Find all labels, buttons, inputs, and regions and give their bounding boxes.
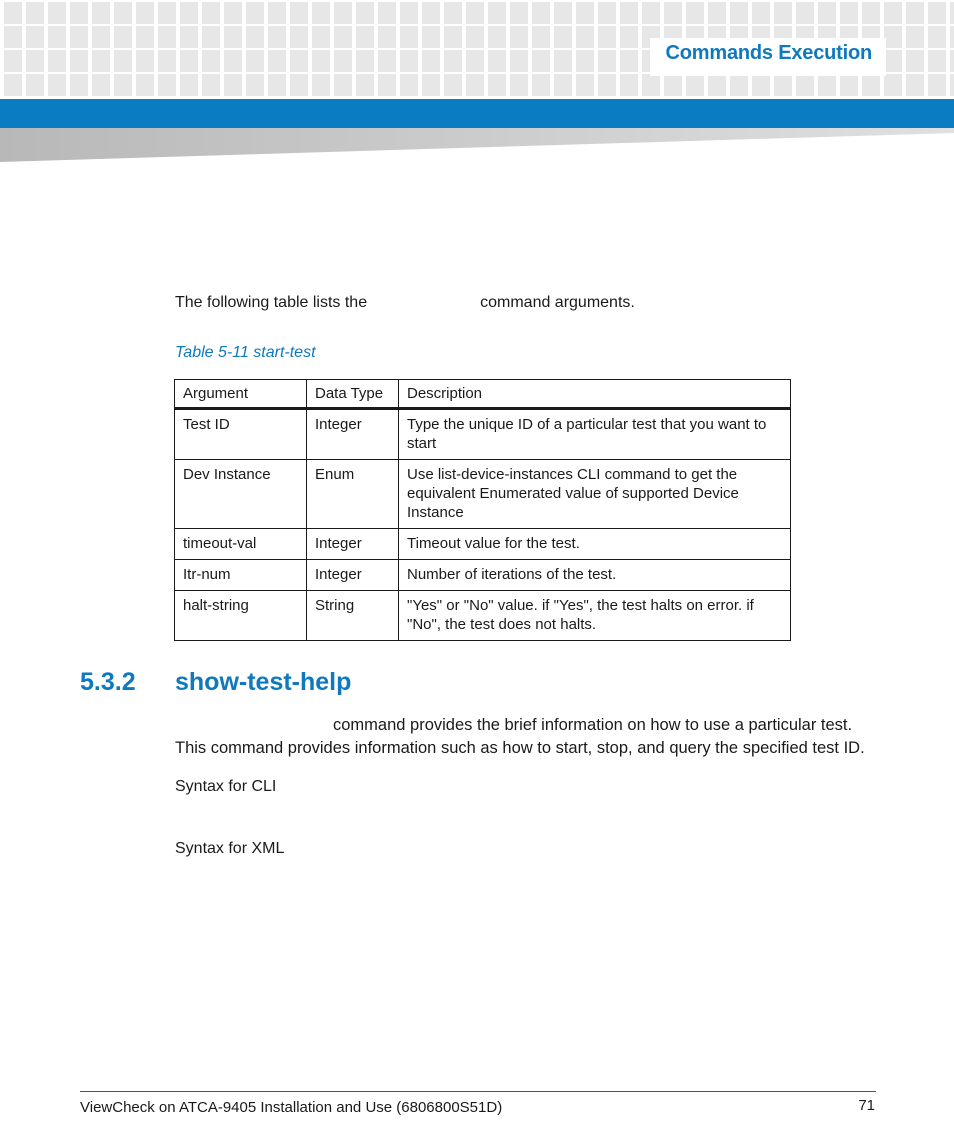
table-cell: Test ID — [175, 409, 307, 460]
paragraph-line-2: This command provides information such as how to start, stop, and query the specified test ID. — [175, 739, 865, 757]
intro-paragraph — [175, 294, 635, 312]
syntax-cli-label: Syntax for CLI — [175, 778, 277, 795]
table-cell: Integer — [307, 560, 399, 591]
table-cell: Timeout value for the test. — [399, 529, 791, 560]
paragraph-line-1: command provides the brief information on how to use a particular test. — [333, 716, 853, 734]
table-header-row — [175, 380, 791, 409]
table-row — [175, 460, 791, 529]
running-header-title: Commands Execution — [665, 42, 872, 64]
table-cell: Number of iterations of the test. — [399, 560, 791, 591]
syntax-xml-label: Syntax for XML — [175, 840, 285, 857]
section-heading — [80, 668, 351, 697]
column-header: Data Type — [307, 380, 399, 409]
table-cell: Itr-num — [175, 560, 307, 591]
section-number: 5.3.2 — [80, 668, 136, 696]
intro-text-after: command arguments. — [480, 294, 635, 311]
table-caption: Table 5-11 start-test — [175, 344, 316, 361]
table-cell: Integer — [307, 529, 399, 560]
table-row — [175, 529, 791, 560]
column-header: Description — [399, 380, 791, 409]
footer-document-title: ViewCheck on ATCA-9405 Installation and Use (6806800S51D) — [80, 1099, 503, 1116]
table-row — [175, 560, 791, 591]
footer-divider — [80, 1091, 876, 1092]
table-cell: timeout-val — [175, 529, 307, 560]
page-number: 71 — [858, 1097, 875, 1114]
table-row — [175, 591, 791, 641]
table-cell: Use list-device-instances CLI command to get the equivalent Enumerated value of supported Device Instance — [399, 460, 791, 529]
table-cell: Integer — [307, 409, 399, 460]
table-cell: "Yes" or "No" value. if "Yes", the test halts on error. if "No", the test does not halts. — [399, 591, 791, 641]
table-cell: Dev Instance — [175, 460, 307, 529]
table-cell: Enum — [307, 460, 399, 529]
arguments-table — [174, 379, 791, 641]
header-blue-band — [0, 99, 954, 128]
intro-text-before: The following table lists the — [175, 294, 368, 311]
table-row — [175, 409, 791, 460]
column-header: Argument — [175, 380, 307, 409]
header-gray-wedge — [0, 128, 954, 164]
table-cell: String — [307, 591, 399, 641]
section-paragraph — [175, 714, 885, 760]
table-cell: halt-string — [175, 591, 307, 641]
table-cell: Type the unique ID of a particular test that you want to start — [399, 409, 791, 460]
section-title: show-test-help — [175, 668, 352, 696]
